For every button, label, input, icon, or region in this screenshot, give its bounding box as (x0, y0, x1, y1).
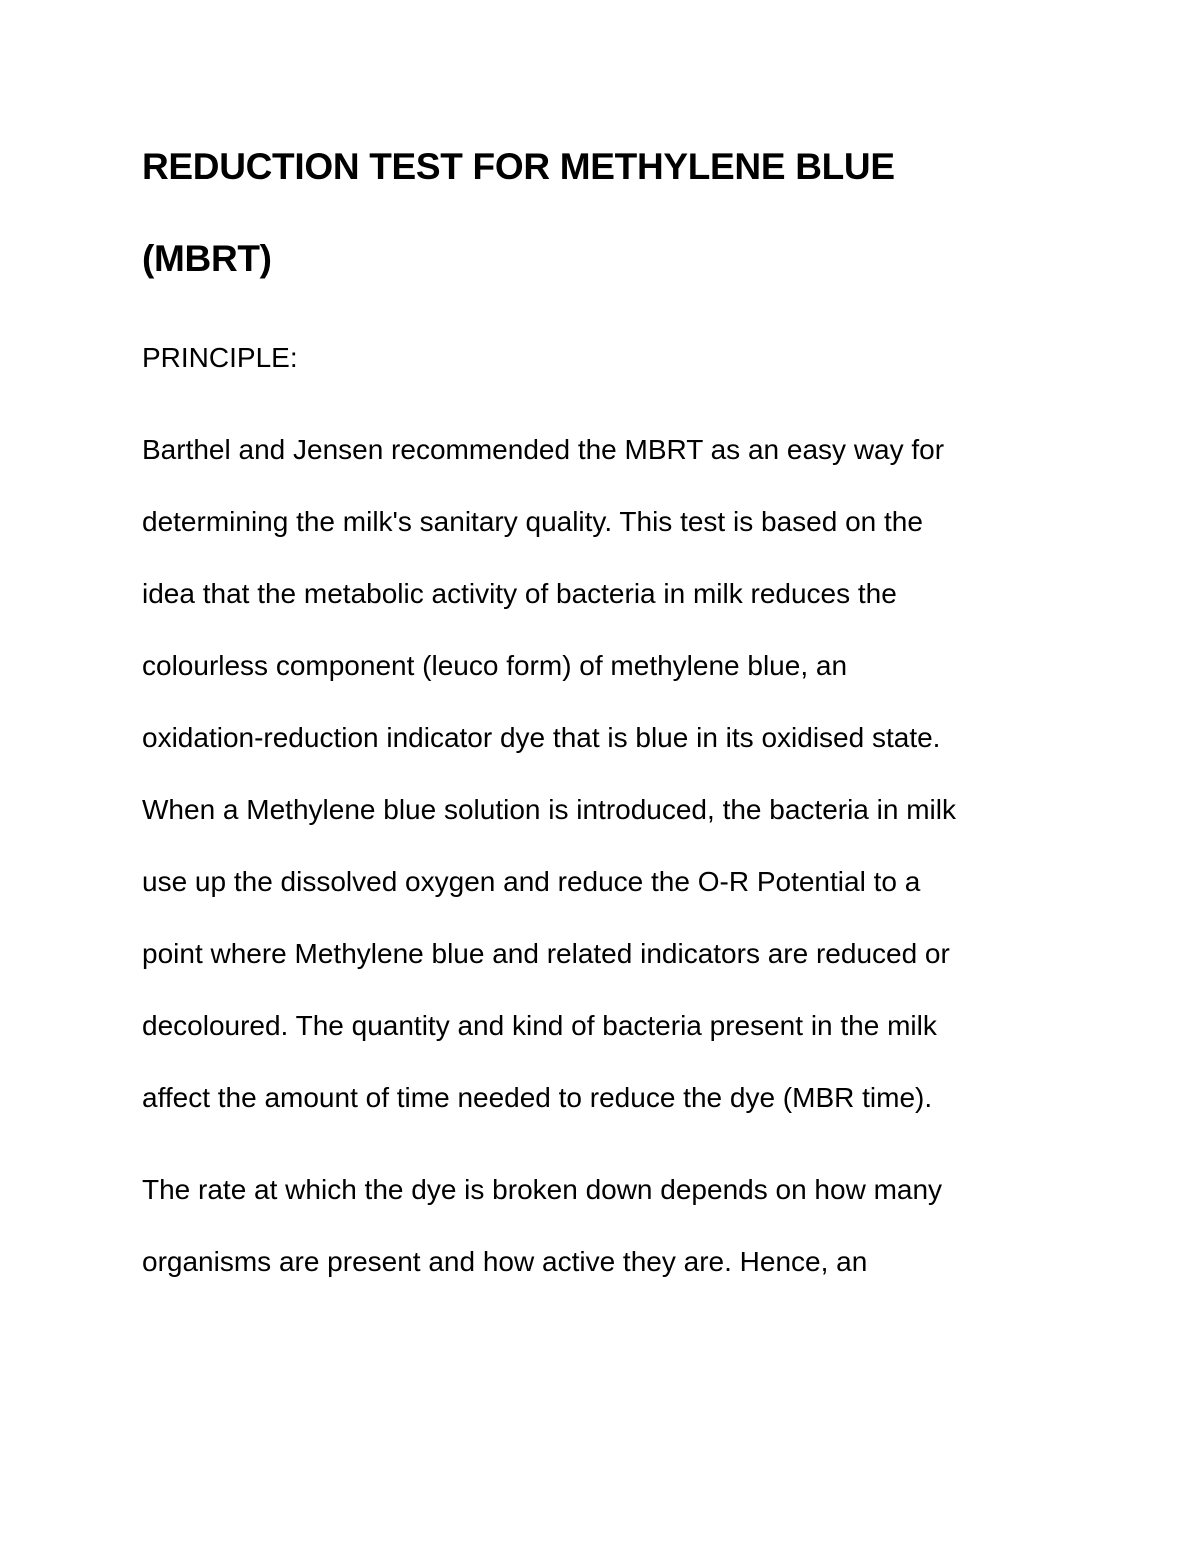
paragraph-line: affect the amount of time needed to reduce the dye (MBR time). (142, 1082, 933, 1113)
paragraph-line: decoloured. The quantity and kind of bacteria present in the milk (142, 1010, 937, 1041)
document-title-line-2: (MBRT) (142, 238, 272, 279)
paragraph-line: The rate at which the dye is broken down depends on how many (142, 1174, 943, 1205)
document-title-line-1: REDUCTION TEST FOR METHYLENE BLUE (142, 146, 895, 187)
paragraph-line: oxidation-reduction indicator dye that is blue in its oxidised state. (142, 722, 941, 753)
paragraph-line: point where Methylene blue and related indicators are reduced or (142, 938, 950, 969)
paragraph-line: determining the milk's sanitary quality. This test is based on the (142, 506, 923, 537)
paragraph-line: use up the dissolved oxygen and reduce the O-R Potential to a (142, 866, 921, 897)
paragraph-line: When a Methylene blue solution is introduced, the bacteria in milk (142, 794, 956, 825)
paragraph-line: organisms are present and how active they are. Hence, an (142, 1246, 868, 1277)
section-label-principle: PRINCIPLE: (142, 342, 298, 373)
paragraph-line: idea that the metabolic activity of bacteria in milk reduces the (142, 578, 897, 609)
paragraph-line: colourless component (leuco form) of methylene blue, an (142, 650, 848, 681)
paragraph-line: Barthel and Jensen recommended the MBRT as an easy way for (142, 434, 945, 465)
